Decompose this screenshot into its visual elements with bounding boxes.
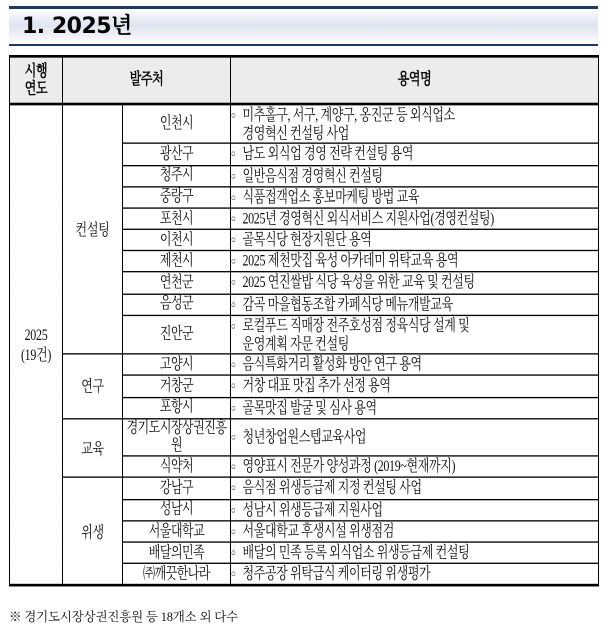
service-entry [231, 294, 598, 314]
bullet-circle-icon: ○ [231, 568, 236, 581]
cell-category-4: 위생 [63, 478, 123, 586]
service-entry [231, 230, 598, 250]
service-entry [231, 543, 598, 563]
bullet-circle-icon: ○ [231, 546, 236, 559]
cell-service-name [231, 456, 599, 477]
cell-service-name [231, 375, 599, 396]
service-name-text [243, 294, 599, 313]
cell-client-org: 진안군 [123, 315, 231, 354]
bullet-circle-icon: ○ [231, 255, 236, 268]
projects-table [9, 55, 599, 587]
column-header-year-line2: 연도 [24, 78, 48, 98]
table-header-row [10, 56, 599, 104]
bullet-circle-icon: ○ [231, 169, 236, 182]
cell-service-name [231, 294, 599, 315]
service-entry [231, 500, 598, 520]
column-header-client: 발주처 [63, 56, 231, 104]
service-entry [231, 105, 598, 143]
service-name-text [243, 398, 599, 417]
service-name-text [243, 543, 599, 562]
cell-category-2: 연구 [63, 354, 123, 418]
service-entry [231, 427, 598, 447]
footnote: ※ 경기도시장상권진흥원 등 18개소 외 다수 [9, 610, 239, 624]
cell-category-3: 교육 [63, 418, 123, 477]
service-entry [231, 355, 598, 375]
service-entry [231, 187, 598, 207]
service-name-text [243, 273, 599, 292]
service-name-line: 로컬푸드 직매장 전주호성점 정육식당 설계 및 [242, 315, 470, 335]
cell-client-org: 강남구 [123, 478, 231, 499]
bullet-circle-icon: ○ [231, 401, 236, 414]
projects-table-wrapper [9, 55, 598, 583]
bullet-circle-icon: ○ [231, 276, 236, 289]
cell-client-org: 포항시 [123, 397, 231, 418]
table-row [10, 418, 599, 456]
table-row [10, 478, 599, 499]
service-name-line: 2025 제천맛집 육성 아카데미 위탁교육 용역 [242, 251, 459, 271]
cell-client-org: 광산구 [123, 144, 231, 165]
bullet-circle-icon: ○ [231, 482, 236, 495]
service-name-text [243, 251, 599, 270]
bullet-circle-icon: ○ [231, 431, 236, 444]
service-name-line: 음식특화거리 활성화 방안 연구 용역 [242, 354, 422, 374]
section-title-banner [9, 6, 598, 46]
service-entry [231, 209, 598, 229]
cell-service-name [231, 104, 599, 144]
service-name-line: 청년창업원스텝교육사업 [242, 427, 367, 446]
cell-service-name [231, 542, 599, 563]
cell-client-org: 연천군 [123, 272, 231, 293]
bullet-circle-icon: ○ [231, 319, 236, 332]
bullet-circle-icon: ○ [231, 148, 236, 161]
service-name-text [243, 427, 599, 446]
bullet-circle-icon: ○ [231, 109, 236, 122]
client-org-line: 상권진흥원 [170, 417, 227, 455]
service-name-text [243, 521, 599, 540]
service-name-text [243, 457, 599, 476]
cell-client-org: 청주시 [123, 165, 231, 186]
service-name-line: 운영계획 자문 컨설팅 [242, 334, 349, 354]
bullet-circle-icon: ○ [231, 380, 236, 393]
service-name-line: 일반음식점 경영혁신 컨설팅 [242, 165, 383, 185]
cell-service-name [231, 564, 599, 586]
service-entry [231, 457, 598, 477]
cell-service-name [231, 521, 599, 542]
service-name-text [243, 209, 599, 228]
column-header-service: 용역명 [231, 56, 599, 104]
cell-client-org: 성남시 [123, 499, 231, 520]
service-name-text [243, 355, 599, 374]
service-entry [231, 273, 598, 293]
cell-client-org: 거창군 [123, 375, 231, 396]
service-entry [231, 478, 598, 498]
column-header-year-line1: 시행 [24, 61, 48, 80]
service-name-text [243, 376, 599, 395]
column-header-year [10, 56, 63, 104]
service-name-line: 영양표시 전문가 양성과정 (2019~현재까지) [242, 456, 456, 476]
service-name-line: 경영혁신 컨설팅 사업 [242, 124, 349, 143]
cell-client-org: 서울대학교 [123, 521, 231, 542]
cell-service-name [231, 397, 599, 418]
service-name-text [243, 500, 599, 519]
service-name-text [243, 166, 599, 185]
bullet-circle-icon: ○ [231, 460, 236, 473]
service-entry [231, 564, 598, 584]
cell-service-name [231, 315, 599, 354]
service-name-line: 골목식당 현장지원단 용역 [242, 230, 372, 249]
service-name-text [243, 187, 599, 206]
service-name-line: 2025 연진쌀밥 식당 육성을 위한 교육 및 컨설팅 [242, 272, 475, 292]
cell-year [10, 104, 63, 586]
service-name-line: 음식점 위생등급제 지정 컨설팅 사업 [242, 478, 422, 497]
projects-table-body [10, 56, 599, 585]
service-name-line: 성남시 위생등급제 지원사업 [242, 499, 383, 519]
service-entry [231, 316, 598, 354]
service-name-line: 미추홀구, 서구, 계양구, 옹진군 등 외식업소 [242, 105, 455, 124]
service-name-text [243, 105, 599, 143]
service-name-line: 청주공장 위탁급식 케이터링 위생평가 [242, 564, 431, 583]
cell-service-name [231, 165, 599, 186]
cell-service-name [231, 186, 599, 207]
cell-service-name [231, 229, 599, 250]
cell-service-name [231, 251, 599, 272]
cell-client-org [123, 418, 231, 456]
cell-client-org: 제천시 [123, 251, 231, 272]
bullet-circle-icon: ○ [231, 234, 236, 246]
service-entry [231, 251, 598, 271]
service-entry [231, 376, 598, 396]
service-name-text [243, 564, 599, 583]
service-name-text [243, 230, 599, 249]
client-org-line: 경기도시장 [126, 417, 183, 437]
bullet-circle-icon: ○ [231, 503, 236, 516]
service-name-line: 거창 대표 맛집 추가 선정 용역 [242, 376, 391, 395]
service-name-line: 서울대학교 후생시설 위생점검 [242, 521, 394, 540]
bullet-circle-icon: ○ [231, 358, 236, 371]
cell-client-org: 인천시 [123, 104, 231, 144]
cell-service-name [231, 272, 599, 293]
cell-client-org: 식약처 [123, 456, 231, 477]
cell-service-name [231, 478, 599, 499]
cell-service-name [231, 499, 599, 520]
year-value: 2025 [24, 324, 48, 344]
bullet-circle-icon: ○ [231, 298, 236, 311]
cell-client-org: 배달의민족 [123, 542, 231, 563]
service-name-text [243, 316, 599, 354]
bullet-circle-icon: ○ [231, 525, 236, 538]
cell-client-org: 이천시 [123, 229, 231, 250]
cell-service-name [231, 354, 599, 375]
bullet-circle-icon: ○ [231, 191, 236, 204]
year-count: (19건) [20, 344, 52, 364]
cell-client-org: ㈜깨끗한나라 [123, 564, 231, 586]
service-name-line: 배달의 민족 등록 외식업소 위생등급제 컨설팅 [242, 542, 470, 562]
cell-client-org: 포천시 [123, 208, 231, 229]
service-name-line: 골목맛집 발굴 및 심사 용역 [242, 397, 377, 417]
service-entry [231, 144, 598, 164]
service-name-text [243, 144, 599, 163]
page-title: 1. 2025년 [22, 13, 132, 39]
cell-client-org: 음성군 [123, 294, 231, 315]
cell-service-name [231, 208, 599, 229]
service-name-line: 2025년 경영혁신 외식서비스 지원사업(경영컨설팅) [242, 208, 494, 228]
cell-service-name [231, 418, 599, 456]
service-name-line: 남도 외식업 경영 전략 컨설팅 용역 [242, 144, 414, 163]
service-name-line: 감곡 마을협동조합 카페식당 메뉴개발교육 [242, 294, 453, 313]
table-row [10, 354, 599, 375]
service-name-line: 식품접객업소 홍보마케팅 방법 교육 [242, 187, 420, 206]
service-entry [231, 398, 598, 418]
service-entry [231, 521, 598, 541]
service-entry [231, 166, 598, 186]
table-row [10, 104, 599, 144]
cell-service-name [231, 144, 599, 165]
cell-client-org: 중랑구 [123, 186, 231, 207]
cell-client-org: 고양시 [123, 354, 231, 375]
cell-category-1: 컨설팅 [63, 104, 123, 354]
bullet-circle-icon: ○ [231, 212, 236, 225]
service-name-text [243, 478, 599, 497]
